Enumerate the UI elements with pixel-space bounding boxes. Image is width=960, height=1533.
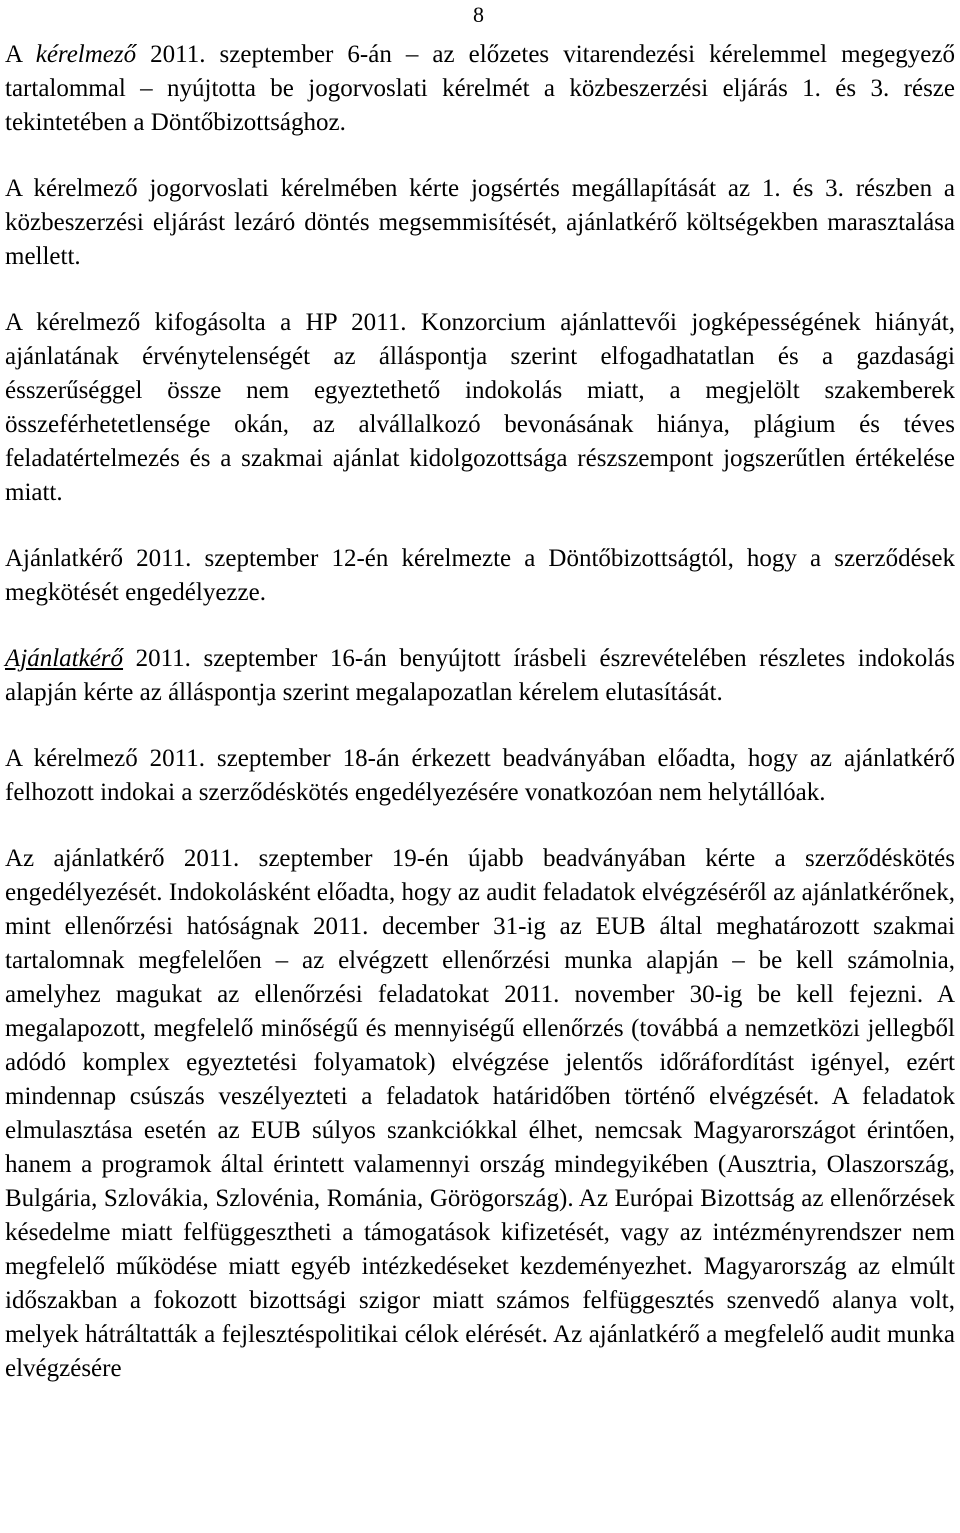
paragraph-5-emphasis: Ajánlatkérő <box>5 645 124 672</box>
paragraph-7: Az ajánlatkérő 2011. szeptember 19-én újabb beadványában kérte a szerződéskötés engedélyezését. Indokolásként előadta, hogy az audit feladatok elvégzéséről az ajánlatkérőnek, mint ellenőrzési hatóságnak 2011. december 31-ig az EUB által meghatározott szakmai tartalomnak megfelelően – az elvégzett ellenőrzési munka alapján – be kell számolnia, amelyhez magukat az ellenőrzési feladatokat 2011. november 30-ig be kell fejezni. A megalapozott, megfelelő minőségű és mennyiségű ellenőrzés (továbbá a nemzetközi jellegből adódó komplex egyeztetési folyamatok) elvégzése jelentős időráfordítást igényel, ezért mindennap csúszás veszélyezteti a feladatok határidőben történő elvégzését. A feladatok elmulasztása esetén az EUB súlyos szankciókkal élhet, nemcsak Magyarországot érintően, hanem a programok által érintett valamennyi ország mindegyikében (Ausztria, Olaszország, Bulgária, Szlovákia, Szlovénia, Románia, Görögország). Az Európai Bizottság az ellenőrzések késedelme miatt felfüggesztheti a támogatások kifizetését, vagy az intézményrendszer nem megfelelő működése miatt egyéb intézkedéseket kezdeményezhet. Magyarország az elmúlt időszakban a fokozott bizottsági szigor miatt számos felfüggesztés szenvedő alanya volt, melyek hátráltatták a fejlesztéspolitikai célok elérését. Az ajánlatkérő a megfelelő audit munka elvégzésére <box>5 845 955 1382</box>
paragraph-3: A kérelmező kifogásolta a HP 2011. Konzorcium ajánlattevői jogképességének hiányát, ajánlatának érvénytelenségét az álláspontja szerint elfogadhatatlan és a gazdasági ésszerűséggel össze nem egyeztethető indokolás miatt, a megjelölt szakemberek összeférhetetlensége okán, az alvállalkozó bevonásának hiánya, plágium és téves feladatértelmezés és a szakmai ajánlat kidolgozottsága részszempont jogszerűtlen értékelése miatt. <box>5 309 955 506</box>
paragraph-1-emphasis: kérelmező <box>35 41 137 68</box>
paragraph-5 <box>5 642 955 710</box>
paragraph-1-text: 2011. szeptember 6-án – az előzetes vitarendezési kérelemmel megegyező tartalommal – nyújtotta be jogorvoslati kérelmét a közbeszerzési eljárás 1. és 3. része tekintetében a Döntőbizottsághoz. <box>5 41 955 136</box>
paragraph-1 <box>5 38 955 140</box>
paragraph-1-lead: A <box>5 41 36 68</box>
paragraph-4: Ajánlatkérő 2011. szeptember 12-én kérelmezte a Döntőbizottságtól, hogy a szerződések megkötését engedélyezze. <box>5 545 955 606</box>
page-number: 8 <box>473 2 484 27</box>
paragraph-2: A kérelmező jogorvoslati kérelmében kérte jogsértés megállapítását az 1. és 3. részben a közbeszerzési eljárást lezáró döntés megsemmisítését, ajánlatkérő költségekben marasztalása mellett. <box>5 175 955 270</box>
document-body <box>5 38 955 1418</box>
paragraph-5-text: 2011. szeptember 16-án benyújtott írásbeli észrevételében részletes indokolás alapján kérte az álláspontja szerint megalapozatlan kérelem elutasítását. <box>5 645 955 706</box>
paragraph-6: A kérelmező 2011. szeptember 18-án érkezett beadványában előadta, hogy az ajánlatkérő felhozott indokai a szerződéskötés engedélyezésére vonatkozóan nem helytállóak. <box>5 745 955 806</box>
